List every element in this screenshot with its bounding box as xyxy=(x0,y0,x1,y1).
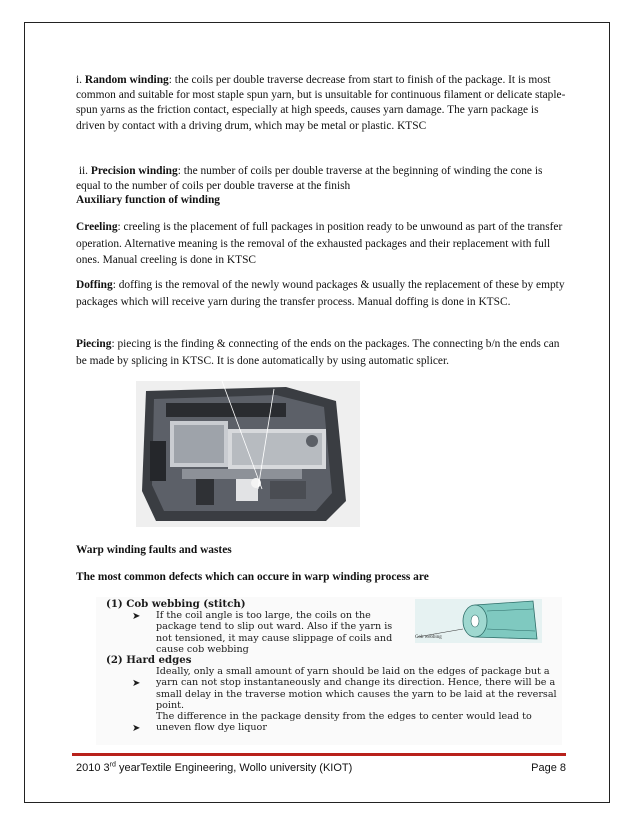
defects-scan-image xyxy=(96,597,562,745)
faults-heading: Warp winding faults and wastes xyxy=(76,544,232,556)
paragraph-text: : creeling is the placement of full packages in position ready to be unwound as part of the transfer operation. Alternative meaning is the removal of the exhausted packages and their replacement with full ones. Manual creeling is done in KTSC xyxy=(76,221,563,267)
arrow-bullet-icon: ➤ xyxy=(132,611,141,622)
defects-text-block xyxy=(106,598,557,734)
item3-text: The difference in the package density from the edges to center would lead to uneven flow dye liquor xyxy=(156,711,532,734)
cone-label: Cob webbing xyxy=(415,635,442,640)
precision-winding-paragraph xyxy=(76,164,566,194)
paragraph-text: : the number of coils per double traverse at the beginning of winding the cone is equal to the number of coils per double traverse at the finish xyxy=(76,165,543,193)
term-random-winding: Random winding xyxy=(84,74,169,86)
arrow-bullet-icon: ➤ xyxy=(132,723,141,734)
footer-course: yearTextile Engineering, Wollo university (KIOT) xyxy=(115,762,353,774)
page-footer xyxy=(76,762,566,774)
item1-text: If the coil angle is too large, the coils on the package tend to slip out ward. Also if the yarn is not tensioned, it may cause slippage of coils and cause cob webbing xyxy=(156,610,393,655)
random-winding-paragraph xyxy=(76,73,566,134)
arrow-bullet-icon: ➤ xyxy=(132,678,141,689)
term-creeling: Creeling xyxy=(76,221,118,233)
footer-rule xyxy=(72,753,566,756)
item2-text: Ideally, only a small amount of yarn should be laid on the edges of package but a yarn can not stop instantaneously and change its direction. Hence, there will be a small delay in the traverse motion which causes the yarn to be laid at the reversal point. xyxy=(156,666,557,711)
cob-webbing-diagram xyxy=(415,599,542,643)
footer-superscript: rd xyxy=(109,761,116,769)
item1-title: (1) Cob webbing (stitch) xyxy=(106,598,246,610)
defects-heading: The most common defects which can occure in warp winding process are xyxy=(76,571,429,583)
term-precision-winding: Precision winding xyxy=(90,165,178,177)
paragraph-text: : piecing is the finding & connecting of the ends on the packages. The connecting b/n the ends can be made by splicing in KTSC. It is done automatically by using automatic splicer. xyxy=(76,338,560,367)
page-number: Page 8 xyxy=(531,762,566,774)
auxiliary-heading: Auxiliary function of winding xyxy=(76,194,220,206)
splicer-machine-illustration xyxy=(136,381,360,527)
splicer-photo xyxy=(136,381,360,527)
list-marker: ii. xyxy=(76,165,91,177)
term-doffing: Doffing xyxy=(76,279,113,291)
piecing-paragraph xyxy=(76,336,566,369)
creeling-paragraph xyxy=(76,219,566,269)
item2-title: (2) Hard edges xyxy=(106,654,192,667)
paragraph-text: : the coils per double traverse decrease from start to finish of the package. It is most common and suitable for most staple spun yarn, but is unsuitable for continuous filament or delicate staple-spun yarns as the friction contact, especially at high speeds, causes yarn damage. The yarn package is driven by contact with a driving drum, which may be metal or plastic. KTSC xyxy=(76,74,566,132)
paragraph-text: : doffing is the removal of the newly wound packages & usually the replacement of these by empty packages which will receive yarn during the transfer process. Manual doffing is done in KTSC. xyxy=(76,279,565,308)
list-marker: i. xyxy=(76,74,85,86)
footer-year: 2010 3 xyxy=(76,762,110,774)
term-piecing: Piecing xyxy=(76,338,112,350)
doffing-paragraph xyxy=(76,277,566,310)
